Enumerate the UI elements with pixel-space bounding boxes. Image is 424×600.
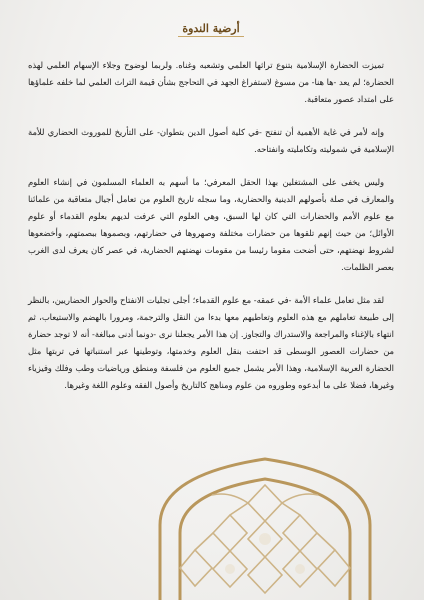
document-body [28,22,394,410]
arabesque-ornament [150,455,380,600]
page-title: أرضية الندوة [28,22,394,35]
paragraph-2: وإنه لأمر في غاية الأهمية أن تنفتح -في كلية أصول الدين بتطوان- على التأريخ للموروث الحضاري للأمة الإسلامية في شموليته وتكامليته وانفتاحه. [28,127,394,154]
paragraph-3: وليس يخفى على المشتغلين بهذا الحقل المعرفي؛ ما أسهم به العلماء المسلمون في إنشاء العلوم والمعارف في صلة بأصولهم الدينية والحضارية، وما سجله تاريخ العلوم من تعامل أجيال متعاقبة من علمائنا مع علوم الأمم والحضارات التي كان لها السبق، وهي العلوم التي عرفت لديهم بعلوم القدماء أو علوم الأوائل؛ من حيث إنهم تلقوها من حضارات مختلفة وصهروها في حضارتهم، وبصموها ببصمتهم، وأخضعوها لشروط نهضتهم، حتى أضحت مقوما رئيسا من مقومات نهضتهم الحضارية، في عصر كان يعرف لدى الغرب بعصر الظلمات. [28,177,394,272]
paragraph-1: تميزت الحضارة الإسلامية بتنوع تراثها العلمي وتشعبه وغناه. ولربما لوضوح وجلاء الإسهام العلمي لهذه الحضارة؛ لم يعد -ها هنا- من مسوغ لاستفراغ الجهد في التحاجج بشأن قيمة التراث العلمي لما خلفه علماؤها على امتداد عصور متعاقبة. [28,60,394,104]
paragraph-4: لقد مثل تعامل علماء الأمة -في عمقه- مع علوم القدماء؛ أجلى تجليات الانفتاح والحوار الحضاريين، بالنظر إلى طبيعة تعاملهم مع هذه العلوم وتعاطيهم معها بدءا من النقل والترجمة، ومرورا بالهضم والاستيعاب، ثم انتهاء بالإغناء والمراجعة والاستدراك والتجاوز. إن هذا الأمر يجعلنا نرى -دونما أدنى مبالغة- أنه لا توجد حضارة من حضارات العصور الوسطى قد احتفت بنقل العلوم وخدمتها، وتوطينها عبر استنباتها في تربتها مثل الحضارة العربية الإسلامية، وهذا الأمر يشمل جميع العلوم من فلسفة ومنطق ورياضيات وطب وفلك وفيزياء وغيرها، فضلا على ما أبدعوه وطوروه من علوم ومناهج كالتاريخ وأصول الفقه وعلوم اللغة وغيرها. [28,295,394,390]
